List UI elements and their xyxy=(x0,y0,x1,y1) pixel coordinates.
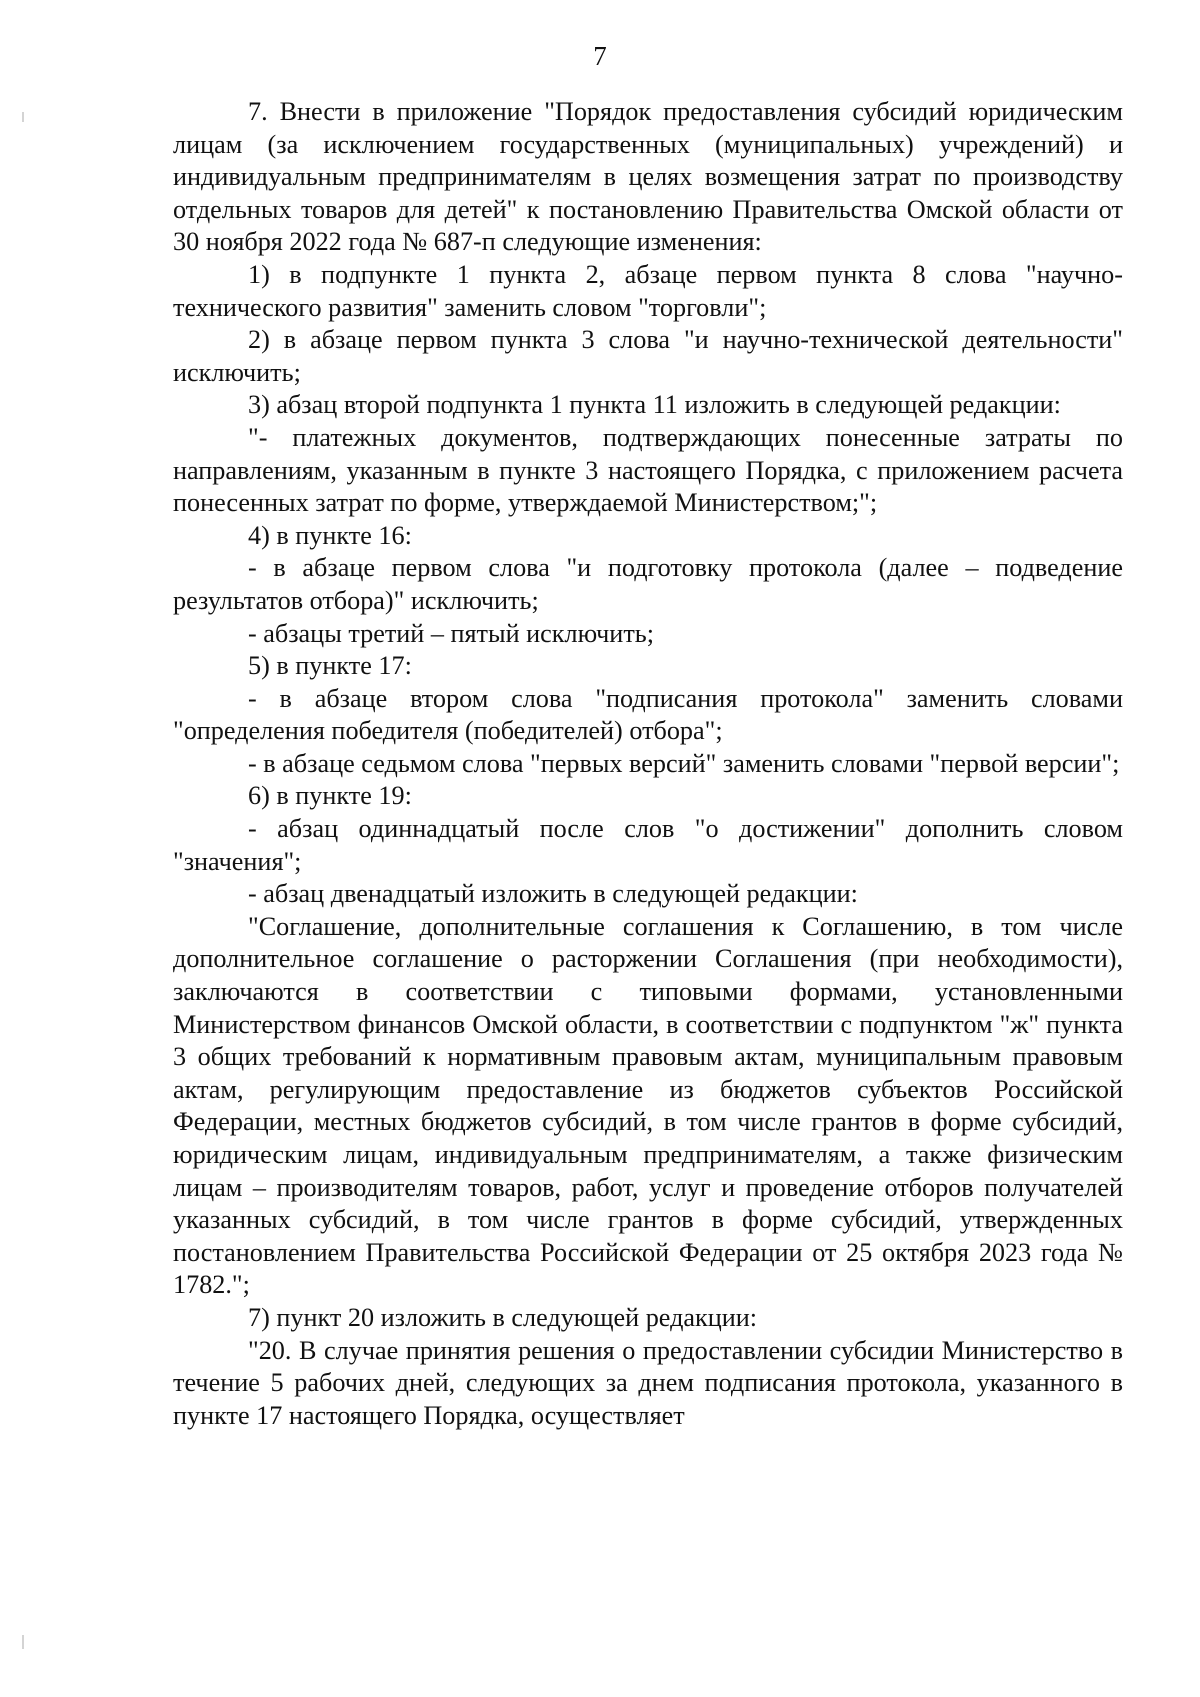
paragraph-subitem-5-seventh-abzac: - в абзаце седьмом слова "первых версий" заменить словами "первой версии"; xyxy=(248,748,1120,778)
paragraph-item-7-intro: 7. Внести в приложение "Порядок предоставления субсидий юридическим лицам (за исключением государственных (муниципальных) учреждений) и индивидуальным предпринимателям в целях возмещения затрат по производству отдельных товаров для детей" к постановлению Правительства Омской области от 30 ноября 2022 года № 687-п следующие изменения: xyxy=(173,97,1123,257)
paragraph-subitem-4-first-abzac: - в абзаце первом слова "и подготовку протокола (далее – подведение результатов отбора)" исключить; xyxy=(173,553,1123,615)
paragraph-quote-agreement: "Соглашение, дополнительные соглашения к Соглашению, в том числе дополнительное соглашение о расторжении Соглашения (при необходимости), заключаются в соответствии с типовыми формами, установленными Министерством финансов Омской области, в соответствии с подпунктом "ж" пункта 3 общих требований к нормативным правовым актам, муниципальным правовым актам, регулирующим предоставление из бюджетов субъектов Российской Федерации, местных бюджетов субсидий, в том числе грантов в форме субсидий, юридическим лицам, индивидуальным предпринимателям, а также физическим лицам – производителям товаров, работ, услуг и проведение отборов получателей указанных субсидий, в том числе грантов в форме субсидий, утвержденных постановлением Правительства Российской Федерации от 25 октября 2023 года № 1782."; xyxy=(173,911,1123,1300)
paragraph-subitem-4: 4) в пункте 16: xyxy=(248,520,412,550)
paragraph-subitem-5-second-abzac: - в абзаце втором слова "подписания протокола" заменить словами "определения победителя (победителей) отбора"; xyxy=(173,683,1123,746)
paragraph-subitem-5: 5) в пункте 17: xyxy=(248,651,412,681)
paragraph-subitem-4-third-fifth: - абзацы третий – пятый исключить; xyxy=(248,618,654,648)
paragraph-subitem-6: 6) в пункте 19: xyxy=(248,781,412,811)
paragraph-quote-point-20: "20. В случае принятия решения о предоставлении субсидии Министерство в течение 5 рабочих дней, следующих за днем подписания протокола, указанного в пункте 17 настоящего Порядка, осуществляет xyxy=(173,1335,1123,1430)
scan-artifact xyxy=(22,112,24,122)
paragraph-subitem-2: 2) в абзаце первом пункта 3 слова "и научно-технической деятельности" исключить; xyxy=(173,325,1123,387)
paragraph-subitem-1: 1) в подпункте 1 пункта 2, абзаце первом пункта 8 слова "научно-технического развития" заменить словом "торговли"; xyxy=(173,259,1123,322)
paragraph-quote-payment-docs: "- платежных документов, подтверждающих понесенные затраты по направлениям, указанным в пункте 3 настоящего Порядка, с приложением расчета понесенных затрат по форме, утверждаемой Министерством;"; xyxy=(173,422,1123,518)
paragraph-subitem-7: 7) пункт 20 изложить в следующей редакции: xyxy=(248,1302,758,1332)
page-number: 7 xyxy=(593,41,607,71)
paragraph-subitem-3: 3) абзац второй подпункта 1 пункта 11 изложить в следующей редакции: xyxy=(248,390,1061,420)
scan-artifact xyxy=(22,1635,24,1649)
paragraph-subitem-6-twelfth-abzac: - абзац двенадцатый изложить в следующей редакции: xyxy=(248,879,858,909)
document-body xyxy=(173,96,1123,1432)
paragraph-subitem-6-eleventh-abzac: - абзац одиннадцатый после слов "о достижении" дополнить словом "значения"; xyxy=(173,814,1123,876)
